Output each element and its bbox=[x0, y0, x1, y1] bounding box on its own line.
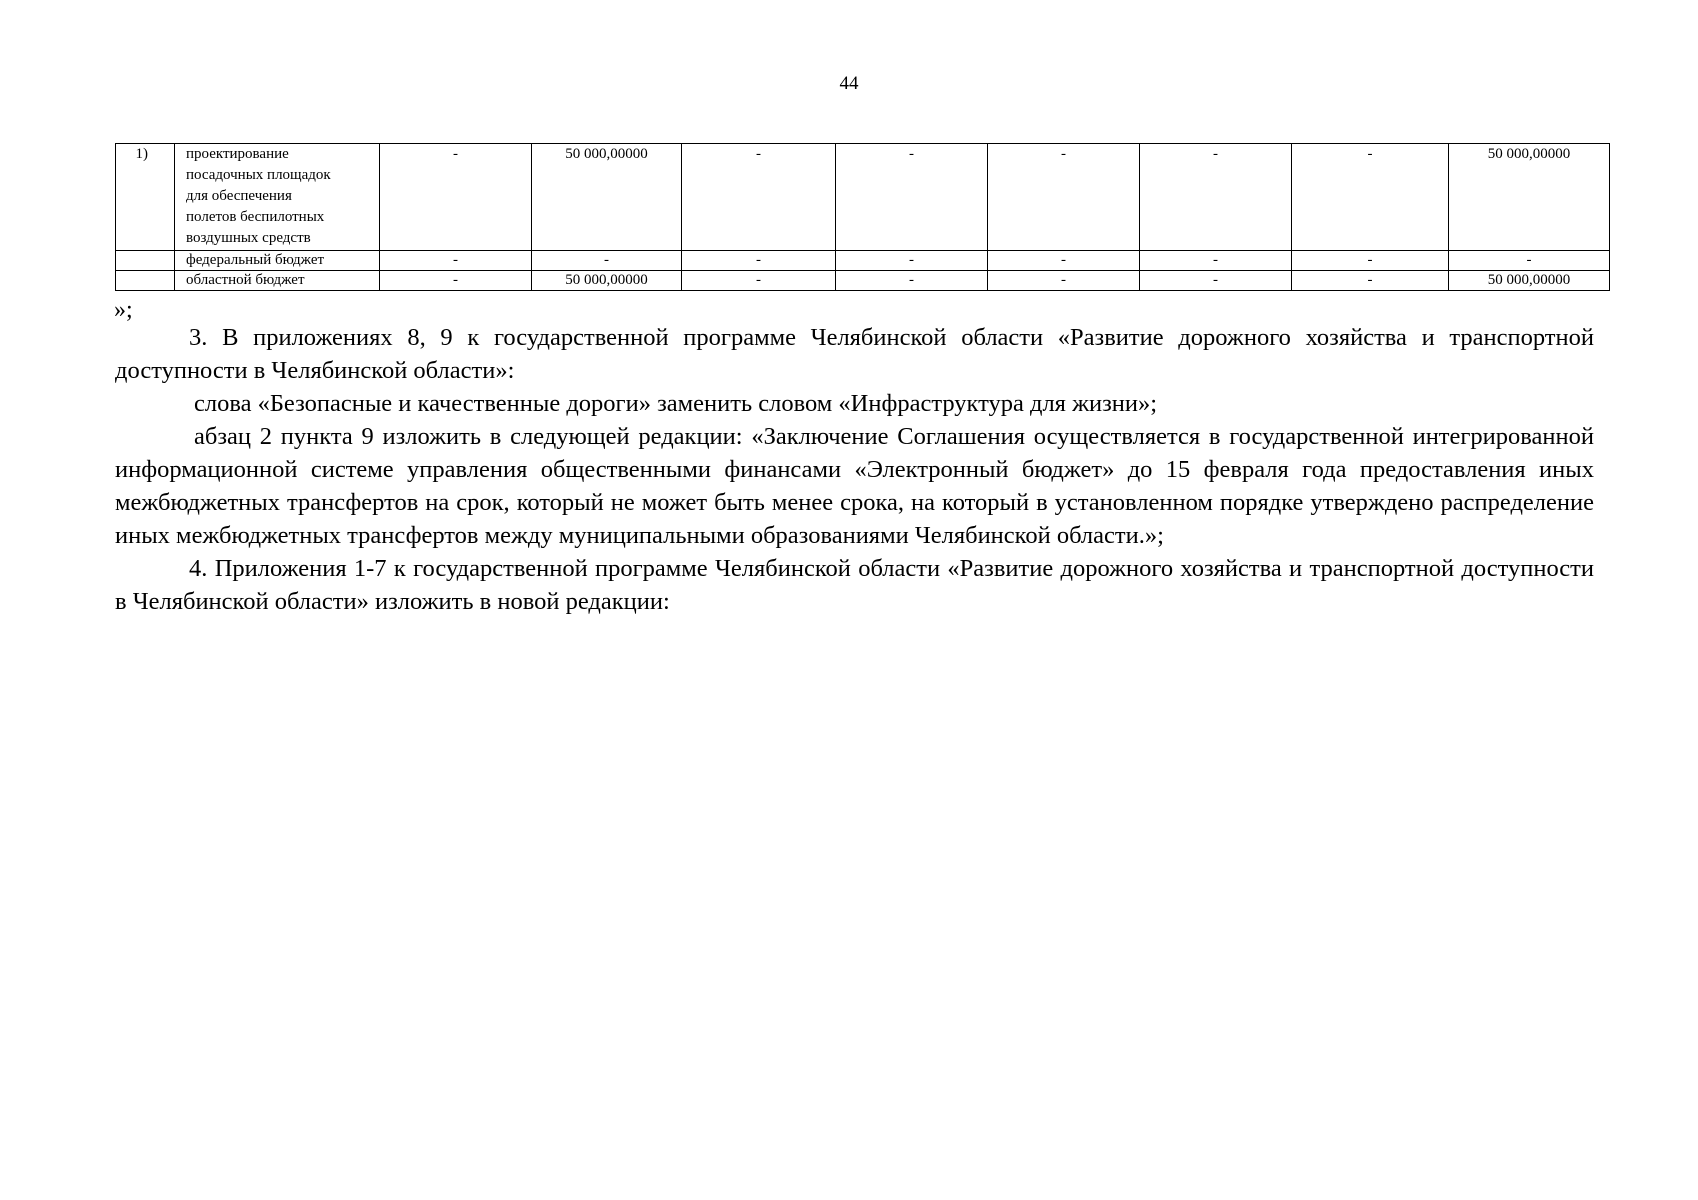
description-line: областной бюджет bbox=[186, 272, 305, 288]
row-description bbox=[175, 144, 380, 251]
description-line: федеральный бюджет bbox=[186, 252, 325, 268]
description-line: проектирование bbox=[186, 146, 289, 162]
paragraph-words-replacement: слова «Безопасные и качественные дороги» заменить словом «Инфраструктура для жизни»; bbox=[194, 390, 1158, 417]
table-cell: - bbox=[682, 271, 836, 291]
table-cell: - bbox=[1292, 251, 1449, 271]
table-cell: - bbox=[1449, 251, 1610, 271]
budget-table bbox=[115, 143, 1610, 291]
table-cell: - bbox=[380, 251, 532, 271]
document-body bbox=[115, 321, 1594, 618]
table-cell: - bbox=[988, 144, 1140, 251]
table-cell: - bbox=[1140, 251, 1292, 271]
description-line: воздушных средств bbox=[186, 230, 311, 246]
row-index bbox=[116, 251, 175, 271]
closing-quote: »; bbox=[114, 297, 133, 323]
table-row bbox=[116, 271, 1610, 291]
table-cell: 50 000,00000 bbox=[1449, 271, 1610, 291]
paragraph-item-3: 3. В приложениях 8, 9 к государственной программе Челябинской области «Развитие дорожного хозяйства и транспортной доступности в Челябинской области»: bbox=[115, 324, 1594, 384]
table-cell: - bbox=[682, 251, 836, 271]
table-cell: - bbox=[532, 251, 682, 271]
description-line: для обеспечения bbox=[186, 188, 292, 204]
table-cell: - bbox=[682, 144, 836, 251]
row-index bbox=[116, 271, 175, 291]
paragraph-item-4: 4. Приложения 1-7 к государственной программе Челябинской области «Развитие дорожного хозяйства и транспортной доступности в Челябинской области» изложить в новой редакции: bbox=[115, 555, 1594, 615]
description-line: посадочных площадок bbox=[186, 167, 331, 183]
table-cell: - bbox=[380, 271, 532, 291]
page-number: 44 bbox=[839, 73, 859, 94]
table-cell: 50 000,00000 bbox=[1449, 144, 1610, 251]
row-description bbox=[175, 251, 380, 271]
table-cell: - bbox=[988, 251, 1140, 271]
table-cell: - bbox=[1140, 271, 1292, 291]
paragraph-clause-amendment: абзац 2 пункта 9 изложить в следующей редакции: «Заключение Соглашения осуществляется в государственной интегрированной информационной системе управления общественными финансами «Электронный бюджет» до 15 февраля года предоставления иных межбюджетных трансфертов на срок, который не может быть менее срока, на который в установленном порядке утверждено распределение иных межбюджетных трансфертов между муниципальными образованиями Челябинской области.»; bbox=[115, 423, 1594, 549]
table-cell: - bbox=[988, 271, 1140, 291]
table-cell: 50 000,00000 bbox=[532, 271, 682, 291]
table-cell: - bbox=[380, 144, 532, 251]
table-cell: - bbox=[1292, 271, 1449, 291]
table-cell: - bbox=[836, 271, 988, 291]
table-row bbox=[116, 251, 1610, 271]
table-cell: 50 000,00000 bbox=[532, 144, 682, 251]
table-cell: - bbox=[836, 251, 988, 271]
row-description bbox=[175, 271, 380, 291]
table-cell: - bbox=[1292, 144, 1449, 251]
table-cell: - bbox=[836, 144, 988, 251]
table-row bbox=[116, 144, 1610, 251]
description-line: полетов беспилотных bbox=[186, 209, 325, 225]
table-cell: - bbox=[1140, 144, 1292, 251]
row-index: 1) bbox=[116, 144, 175, 251]
